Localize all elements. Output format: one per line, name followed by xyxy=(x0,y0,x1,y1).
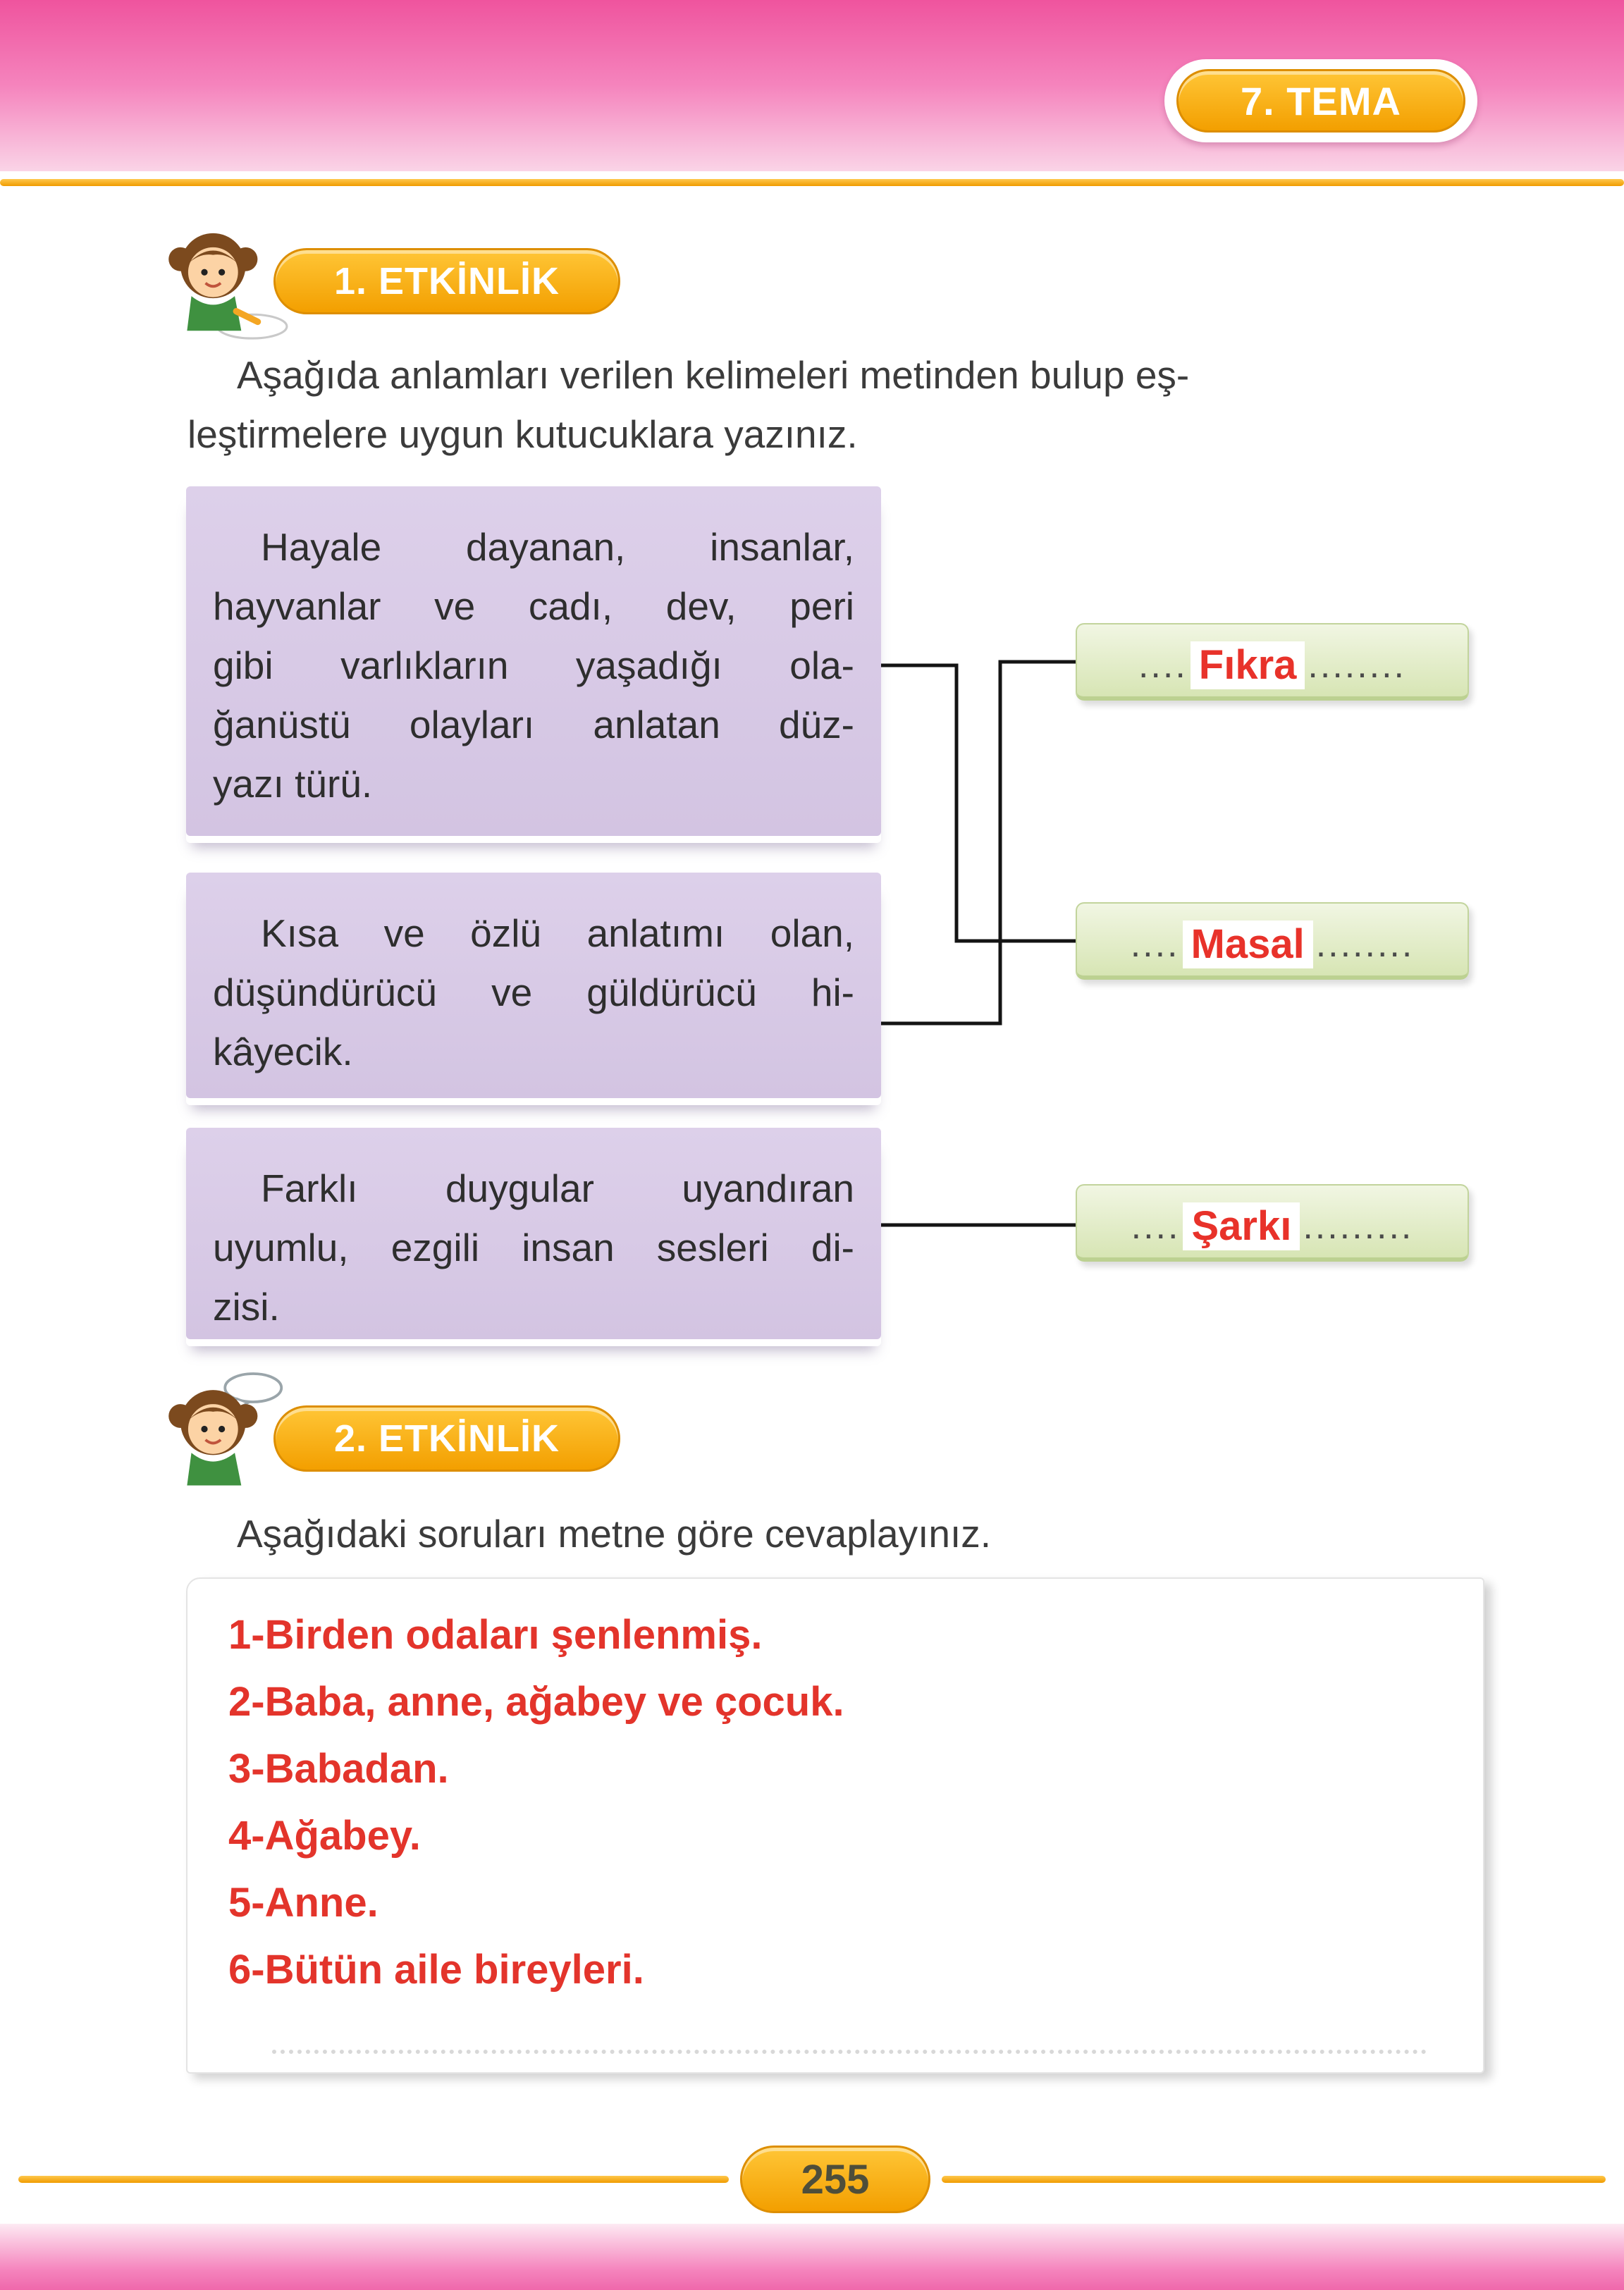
page-number: 255 xyxy=(801,2156,870,2203)
definition-text-line: yazı türü. xyxy=(213,762,373,806)
girl-speaking-icon xyxy=(148,1370,289,1490)
footer-rule-right xyxy=(942,2176,1606,2183)
tema-badge-frame xyxy=(1164,59,1477,142)
written-answer: Fıkra xyxy=(1191,641,1305,689)
answer-box-sarki[interactable] xyxy=(1076,1184,1469,1262)
activity1-badge xyxy=(273,248,620,314)
dotted-leader: .... xyxy=(1131,1206,1181,1247)
definition-text-line: hayvanlar ve cadı, dev, peri xyxy=(213,584,854,628)
definition-text-line: düşündürücü ve güldürücü hi- xyxy=(213,971,854,1014)
activity2-badge-label: 2. ETKİNLİK xyxy=(333,1417,560,1460)
dotted-leader: ........ xyxy=(1315,924,1415,965)
tema-badge xyxy=(1176,69,1465,133)
girl-speaking-icon xyxy=(148,1370,289,1490)
definition-text-line: uyumlu, ezgili insan sesleri di- xyxy=(213,1226,854,1269)
definition-text-line: Kısa ve özlü anlatımı olan, xyxy=(261,911,854,955)
activity1-badge-label: 1. ETKİNLİK xyxy=(333,260,560,302)
written-answer-line: 5-Anne. xyxy=(228,1880,379,1926)
girl-writing-icon xyxy=(148,220,289,340)
dotted-leader: .... xyxy=(1130,924,1180,965)
activity2-answer-sheet[interactable] xyxy=(186,1577,1484,2074)
definition-text-line: kâyecik. xyxy=(213,1030,353,1073)
footer-rule-left xyxy=(18,2176,729,2183)
activity1-instruction xyxy=(187,345,1488,464)
written-answer-line: 1-Birden odaları şenlenmiş. xyxy=(228,1612,763,1658)
written-answer: Masal xyxy=(1183,921,1313,968)
definition-text-line: gibi varlıkların yaşadığı ola- xyxy=(213,644,854,687)
tema-label: 7. TEMA xyxy=(1241,78,1401,123)
dotted-leader: ......... xyxy=(1303,1206,1414,1247)
definition-box-fikra xyxy=(186,873,881,1098)
match-line-box1-masal xyxy=(881,665,1076,941)
definition-box-sarki xyxy=(186,1128,881,1339)
bottom-pink-band xyxy=(0,2224,1624,2290)
written-answer-line: 6-Bütün aile bireyleri. xyxy=(228,1947,644,1993)
definition-box-masal xyxy=(186,486,881,836)
activity2-instruction: Aşağıdaki soruları metne göre cevaplayınız. xyxy=(237,1512,992,1556)
answer-box-fikra[interactable] xyxy=(1076,623,1469,701)
dotted-leader: ........ xyxy=(1308,645,1406,686)
activity2-badge xyxy=(273,1405,620,1472)
dotted-leader: .... xyxy=(1138,645,1188,686)
written-answer-line: 3-Babadan. xyxy=(228,1746,449,1792)
written-answer-line: 4-Ağabey. xyxy=(228,1813,421,1859)
written-answer-line: 2-Baba, anne, ağabey ve çocuk. xyxy=(228,1679,844,1725)
match-line-box2-fikra xyxy=(881,662,1076,1023)
instruction-line: leştirmelere uygun kutucuklara yazınız. xyxy=(187,412,858,456)
written-answer: Şarkı xyxy=(1183,1202,1300,1250)
instruction-line: Aşağıda anlamları verilen kelimeleri metinden bulup eş- xyxy=(237,353,1190,397)
page-number-pill xyxy=(740,2146,930,2213)
definition-text-line: ğanüstü olayları anlatan düz- xyxy=(213,703,854,746)
definition-text-line: Hayale dayanan, insanlar, xyxy=(261,525,854,569)
header-divider xyxy=(0,179,1624,186)
answer-box-masal[interactable] xyxy=(1076,902,1469,980)
definition-text-line: Farklı duygular uyandıran xyxy=(261,1166,854,1210)
girl-writing-icon xyxy=(148,220,289,340)
dotted-writing-line xyxy=(272,2050,1427,2054)
definition-text-line: zisi. xyxy=(213,1285,280,1329)
